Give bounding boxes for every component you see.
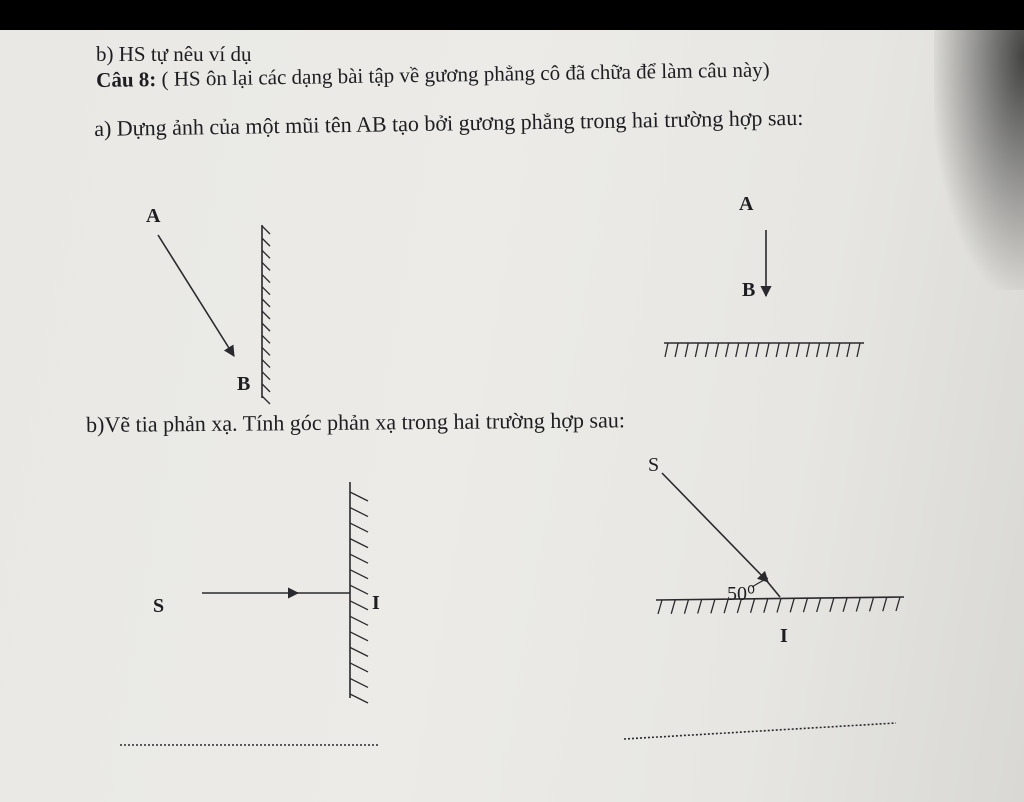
mirror-hatch-mark [262,335,270,343]
mirror-hatch-mark [671,600,675,614]
mirror-hatch-mark [262,238,270,246]
fig3-mirror-hatching [350,492,368,703]
mirror-hatch-mark [827,343,830,357]
question-8-instruction: ( HS ôn lại các dạng bài tập về gương phẳng cô đã chữa để làm câu này) [156,57,770,92]
mirror-hatch-mark [711,599,715,613]
mirror-hatch-mark [350,601,368,610]
mirror-hatch-mark [262,323,270,331]
mirror-hatch-mark [896,597,900,611]
fig2-label-b: B [742,279,756,301]
mirror-hatch-mark [350,508,368,517]
mirror-hatch-mark [698,600,702,614]
mirror-hatch-mark [726,343,729,357]
mirror-hatch-mark [350,678,368,687]
mirror-hatch-mark [736,343,739,357]
mirror-hatch-mark [350,632,368,641]
mirror-hatch-mark [857,343,860,357]
mirror-hatch-mark [350,647,368,656]
mirror-hatch-mark [675,343,678,357]
mirror-hatch-mark [705,343,708,357]
mirror-hatch-mark [806,343,809,357]
mirror-hatch-mark [350,539,368,548]
mirror-hatch-mark [756,343,759,357]
mirror-hatch-mark [262,372,270,380]
mirror-hatch-mark [350,616,368,625]
fig1-mirror-hatching [262,226,270,404]
fig2-label-a: A [739,193,754,215]
fig1-label-a: A [146,205,161,227]
mirror-hatch-mark [817,598,821,612]
mirror-hatch-mark [790,598,794,612]
mirror-hatch-mark [883,597,887,611]
fig3-label-s: S [153,595,165,617]
mirror-hatch-mark [777,599,781,613]
fig4-mirror [656,597,904,600]
fig3-label-i: I [372,592,380,614]
mirror-hatch-mark [786,343,789,357]
mirror-hatch-mark [350,492,368,501]
mirror-hatch-mark [776,343,779,357]
mirror-hatch-mark [658,600,662,614]
mirror-hatch-mark [817,343,820,357]
mirror-hatch-mark [843,598,847,612]
mirror-hatch-mark [870,597,874,611]
fig4-incident-ray [662,473,768,582]
mirror-hatch-mark [262,396,270,404]
mirror-hatch-mark [350,523,368,532]
part-b-instruction: b)Vẽ tia phản xạ. Tính góc phản xạ trong hai trường hợp sau: [86,407,626,437]
fig1-arrow-ab [158,235,234,356]
mirror-hatch-mark [262,347,270,355]
mirror-hatch-mark [262,226,270,234]
mirror-hatch-mark [262,360,270,368]
mirror-hatch-mark [262,287,270,295]
answer-line-right [624,723,896,739]
worksheet-page [0,30,1024,802]
mirror-hatch-mark [837,343,840,357]
figure-4-oblique-ray [656,473,904,614]
mirror-hatch-mark [685,343,688,357]
mirror-hatch-mark [350,570,368,579]
mirror-hatch-mark [665,343,668,357]
mirror-hatch-mark [262,275,270,283]
mirror-hatch-mark [695,343,698,357]
fig4-incident-ray-end [766,580,780,597]
mirror-hatch-mark [796,343,799,357]
physics-diagrams [0,30,1024,802]
fig2-mirror-hatching [665,343,860,357]
mirror-hatch-mark [350,694,368,703]
mirror-hatch-mark [684,600,688,614]
mirror-hatch-mark [262,299,270,307]
mirror-hatch-mark [746,343,749,357]
part-a-instruction: a) Dựng ảnh của một mũi tên AB tạo bởi gương phẳng trong hai trường hợp sau: [94,104,804,141]
fig4-label-s: S [648,454,660,476]
question-8-label: Câu 8: [96,67,157,92]
fig4-label-i: I [780,625,788,647]
mirror-hatch-mark [262,250,270,258]
mirror-hatch-mark [764,599,768,613]
figure-3-horizontal-ray [202,482,368,703]
mirror-hatch-mark [262,262,270,270]
mirror-hatch-mark [716,343,719,357]
mirror-hatch-mark [856,598,860,612]
mirror-hatch-mark [803,598,807,612]
mirror-hatch-mark [766,343,769,357]
mirror-hatch-mark [262,311,270,319]
mirror-hatch-mark [262,384,270,392]
fig1-label-b: B [237,373,251,395]
mirror-hatch-mark [847,343,850,357]
line-b-example: b) HS tự nêu ví dụ [96,42,252,66]
mirror-hatch-mark [350,585,368,594]
figure-1-arrow-vertical-mirror [158,225,270,404]
mirror-hatch-mark [350,663,368,672]
figure-2-arrow-horizontal-mirror [664,230,864,357]
mirror-hatch-mark [350,554,368,563]
mirror-hatch-mark [830,598,834,612]
fig4-angle-label: 50⁰ [727,583,756,605]
